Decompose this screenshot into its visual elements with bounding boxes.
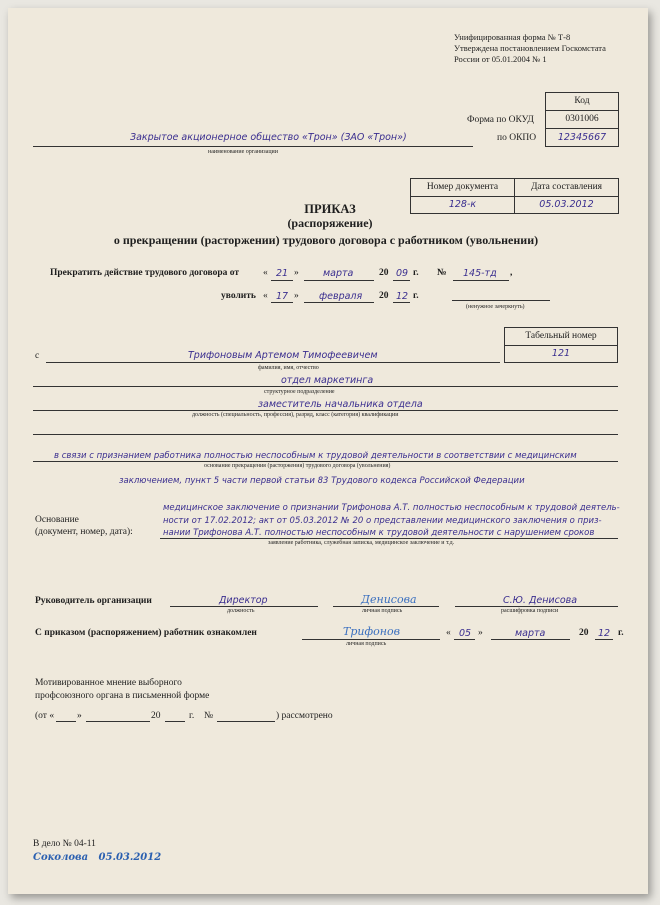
head-position-caption: должность [227,608,255,614]
union-g: г. [189,711,195,721]
union-month-line [86,721,150,722]
blank-line [33,434,618,435]
terminate-number: 145-тд [463,268,497,279]
union-number-line [217,721,275,722]
head-position: Директор [219,595,268,606]
doc-number-header: Номер документа [410,178,515,197]
head-decoding-caption: расшифровка подписи [501,608,559,614]
archive-label: В дело № 04-11 [33,839,96,849]
head-decoding-line [455,606,618,607]
position-line [33,410,618,411]
union-year-line [165,721,185,722]
personnel-number-header: Табельный номер [504,327,618,346]
head-position-line [170,606,318,607]
union-day-line [56,721,76,722]
acquainted-year: 12 [598,628,611,639]
basis-label1: Основание [35,515,79,525]
terminate-quote-close: » [294,268,299,278]
acquainted-signature-line [302,639,440,640]
union-from: (от « [35,711,55,721]
union-num-sign: № [204,711,214,721]
terminate-number-line [453,280,509,281]
union-line1: Мотивированное мнение выборного [35,678,182,688]
code-header-cell: Код [545,92,619,111]
dismiss-quote-open: « [263,291,268,301]
employee-name-line [46,362,500,363]
terminate-day-line [271,280,293,281]
employee-prefix: с [35,351,40,361]
title-subject: о прекращении (расторжении) трудового договора с работником (увольнении) [113,233,539,247]
organization-name: Закрытое акционерное общество «Трон» (ЗАО «Трон») [130,132,407,143]
dismiss-month: февраля [319,291,363,302]
doc-date-value: 05.03.2012 [514,196,619,214]
grounds-line1: в связи с признанием работника полностью неспособным к трудовой деятельности в соответствии с медицинским [54,451,577,461]
okud-label: Форма по ОКУД [467,115,534,125]
acquainted-quote-open: « [446,628,451,638]
department-line [33,386,618,387]
dismiss-year-line [393,302,410,303]
basis-label2: (документ, номер, дата): [35,527,133,537]
doc-date-header: Дата составления [514,178,619,197]
basis-line3: нании Трифонова А.Т. полностью неспособным к трудовой деятельности с нарушением сроков [163,528,595,538]
archive-note: Соколова 05.03.2012 [33,852,162,863]
terminate-year: 09 [396,268,409,279]
dismiss-g: г. [413,291,419,301]
dismiss-month-line [304,302,374,303]
acquainted-signature-caption: личная подпись [346,641,387,647]
acquainted-day: 05 [459,628,472,639]
grounds-caption: основание прекращения (расторжения) трудового договора (увольнения) [204,463,391,469]
position: заместитель начальника отдела [258,399,423,410]
title-directive: (распоряжение) [287,216,373,230]
dismiss-note-line [452,300,550,301]
grounds-line [33,461,618,462]
dismiss-quote-close: » [294,291,299,301]
dismiss-year-prefix: 20 [379,291,389,301]
okpo-value-cell: 12345667 [545,128,619,147]
acquainted-g: г. [618,628,624,638]
acquainted-year-line [595,639,613,640]
head-signature: Денисова [361,593,417,606]
acquainted-month: марта [515,628,546,639]
terminate-month: марта [323,268,354,279]
terminate-year-line [393,280,410,281]
acquainted-month-line [491,639,570,640]
terminate-g: г. [413,268,419,278]
okpo-label: по ОКПО [497,133,537,143]
basis-line1: медицинское заключение о признании Трифонова А.Т. полностью неспособным к трудовой деятель- [163,503,620,513]
form-header-line3: России от 05.01.2004 № 1 [454,54,547,64]
union-reviewed: ) рассмотрено [276,711,333,721]
basis-line [160,538,618,539]
acquainted-day-line [454,639,475,640]
terminate-comma: , [510,268,513,278]
head-signature-line [333,606,439,607]
acquainted-year-prefix: 20 [579,628,589,638]
basis-line2: ности от 17.02.2012; акт от 05.03.2012 № 20 о представлении медицинского заключения о приз- [163,516,602,526]
form-header-line1: Унифицированная форма № Т-8 [454,32,571,42]
acquainted-signature: Трифонов [343,625,400,638]
terminate-day: 21 [276,268,289,279]
terminate-label: Прекратить действие трудового договора от [50,268,240,278]
personnel-number-value: 121 [504,345,618,363]
head-label: Руководитель организации [35,596,152,606]
form-header-line2: Утверждена постановлением Госкомстата [454,43,606,53]
acquainted-label: С приказом (распоряжением) работник ознакомлен [35,628,257,638]
doc-number-value: 128-к [410,196,515,214]
terminate-quote-open: « [263,268,268,278]
dismiss-day: 17 [276,291,289,302]
head-decoding: С.Ю. Денисова [503,595,578,606]
department: отдел маркетинга [281,375,374,386]
union-year-prefix: 20 [151,711,161,721]
position-caption: должность (специальность, профессия), разряд, класс (категория) квалификации [192,412,399,418]
head-signature-caption: личная подпись [362,608,403,614]
acquainted-quote-close: » [478,628,483,638]
terminate-year-prefix: 20 [379,268,389,278]
dismiss-day-line [271,302,293,303]
basis-caption: заявление работника, служебная записка, медицинское заключение и т.д. [268,540,455,546]
okud-value-cell: 0301006 [545,110,619,129]
union-quote-close: » [77,711,82,721]
union-line2: профсоюзного органа в письменной форме [35,691,210,701]
organization-line [33,146,473,147]
organization-caption: наименование организации [208,149,278,155]
dismiss-note: (ненужное зачеркнуть) [466,304,525,310]
terminate-num-sign: № [437,268,447,278]
department-caption: структурное подразделение [264,389,335,395]
employee-name-caption: фамилия, имя, отчество [258,365,319,371]
dismiss-year: 12 [396,291,409,302]
employee-name: Трифоновым Артемом Тимофеевичем [188,350,378,361]
grounds-line2: заключением, пункт 5 части первой статьи 83 Трудового кодекса Российской Федерации [119,476,525,486]
title-order: ПРИКАЗ [304,202,356,216]
terminate-month-line [304,280,374,281]
dismiss-label: уволить [221,291,256,301]
